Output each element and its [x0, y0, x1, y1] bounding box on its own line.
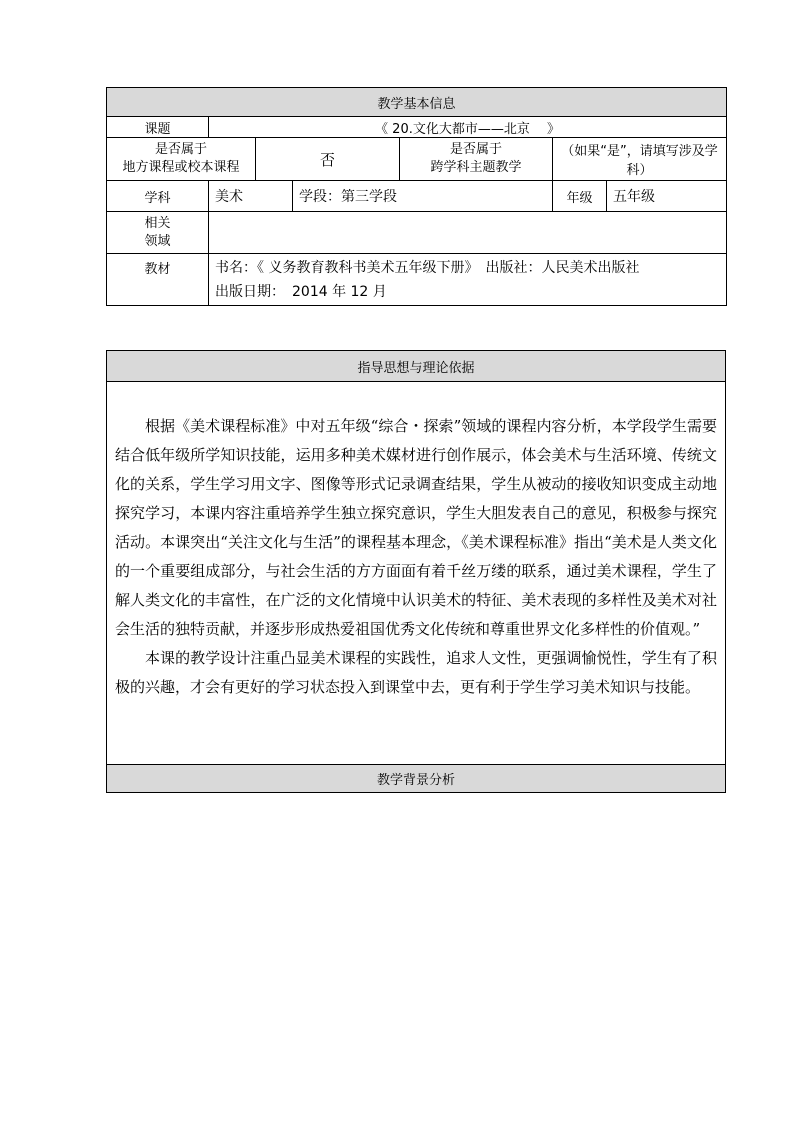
- grade-value: 五年级: [607, 181, 727, 212]
- textbook-line1: 书名：《 义务教育教科书美术五年级下册》 出版社：人民美术出版社: [215, 259, 640, 276]
- basic-info-table: [106, 87, 727, 306]
- local-course-label-line2: 地方课程或校本课程: [122, 160, 240, 175]
- course-title-label: 课题: [107, 117, 209, 138]
- local-course-value: 否: [256, 138, 400, 181]
- field-value: [209, 212, 727, 254]
- local-course-label-line1: 是否属于: [154, 142, 207, 157]
- textbook-info: [209, 254, 727, 306]
- field-label: [107, 212, 209, 254]
- guide-body: [107, 382, 726, 765]
- guide-paragraph-2: 本课的教学设计注重凸显美术课程的实践性，追求人文性，更强调愉悦性，学生有了积极的兴趣，才会有更好的学习状态投入到课堂中去，更有利于学生学习美术知识与技能。: [115, 649, 717, 696]
- subject-value: 美术: [209, 181, 293, 212]
- subject-label: 学科: [107, 181, 209, 212]
- cross-subject-label-line2: 跨学科主题教学: [430, 160, 522, 175]
- guide-header: 指导思想与理论依据: [107, 351, 726, 382]
- guide-table: [106, 350, 726, 793]
- textbook-line2: 出版日期： 2014 年 12 月: [215, 283, 387, 300]
- cross-subject-value: （如果“是”，请填写涉及学科）: [553, 138, 727, 181]
- textbook-label: 教材: [107, 254, 209, 306]
- course-title-value: 《 20.文化大都市——北京 》: [209, 117, 727, 138]
- guide-paragraph-1: 根据《美术课程标准》中对五年级“综合・探索”领域的课程内容分析，本学段学生需要结合低年级所学知识技能，运用多种美术媒材进行创作展示，体会美术与生活环境、传统文化的关系，学生学习用文字、图像等形式记录调查结果，学生从被动的接收知识变成主动地探究学习，本课内容注重培养学生独立探究意识，学生大胆发表自己的意见，积极参与探究活动。本课突出“关注文化与生活”的课程基本理念，《美术课程标准》指出“美术是人类文化的一个重要组成部分，与社会生活的方方面面有着千丝万缕的联系，通过美术课程，学生了解人类文化的丰富性，在广泛的文化情境中认识美术的特征、美术表现的多样性及美术对社会生活的独特贡献，并逐步形成热爱祖国优秀文化传统和尊重世界文化多样性的价值观。”: [115, 417, 717, 638]
- local-course-label: [107, 138, 256, 181]
- cross-subject-label-line1: 是否属于: [449, 142, 502, 157]
- field-label-line2: 领域: [144, 233, 171, 249]
- grade-label: 年级: [553, 181, 607, 212]
- stage-value: 学段：第三学段: [293, 181, 553, 212]
- basic-info-header: 教学基本信息: [107, 88, 727, 117]
- cross-subject-label: [400, 138, 553, 181]
- field-label-line1: 相关: [144, 215, 171, 231]
- background-header: 教学背景分析: [107, 765, 726, 793]
